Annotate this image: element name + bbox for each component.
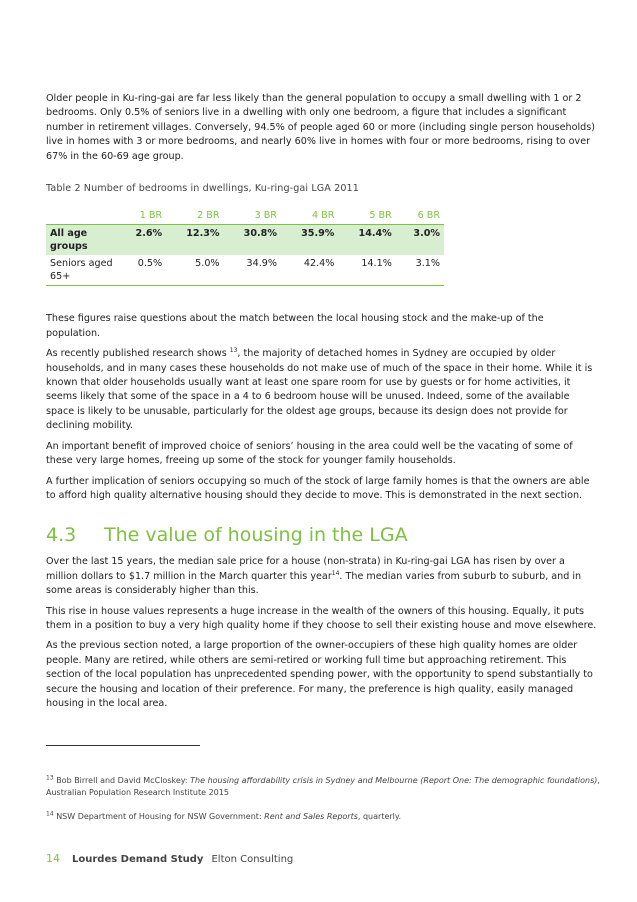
footnotes [46, 775, 606, 835]
section-title: The value of housing in the LGA [104, 524, 408, 547]
study-name: Lourdes Demand Study [72, 854, 204, 865]
table-header-cell: 2 BR [166, 208, 223, 225]
paragraph: As the previous section noted, a large proportion of the owner-occupiers of these high quality homes are older people. Many are retired, while others are semi-retired or working full time but approaching retirement. This section of the local population has unprecedented spending power, with the opportunity to spend substantially to secure the housing and location of their preference. For many, the preference is high quality, easily managed housing in the local area. [46, 640, 593, 709]
footnote-title: The housing affordability crisis in Sydney and Melbourne (Report One: The demographic foundations) [190, 776, 598, 785]
table-cell: 3.0% [396, 225, 444, 256]
row-label: All age groups [46, 225, 118, 256]
paragraph [46, 555, 598, 598]
table-header-cell: 5 BR [338, 208, 395, 225]
footnote-text: NSW Department of Housing for NSW Government: [56, 812, 265, 821]
section-number: 4.3 [46, 524, 77, 547]
table-cell: 14.1% [338, 255, 395, 286]
table-cell: 42.4% [281, 255, 338, 286]
paragraph-text: Over the last 15 years, the median sale price for a house (non-strata) in Ku-ring-gai LGA has risen by over a million dollars to $1.7 million in the March quarter this year [46, 556, 565, 582]
table-header-cell: 3 BR [224, 208, 281, 225]
paragraph-text: . The median varies from suburb to suburb, and in some areas is considerably higher than this. [46, 570, 582, 597]
footnote-divider [46, 745, 200, 746]
table-header-row [46, 208, 444, 225]
paragraph-text: As recently published research shows [46, 348, 230, 360]
bedrooms-table [46, 208, 444, 286]
footnote [46, 811, 606, 823]
intro-paragraph: Older people in Ku-ring-gai are far less likely than the general population to occupy a small dwelling with 1 or 2 bedrooms. Only 0.5% of seniors live in a dwelling with only one bedroom, a figure that includes a significant number in retirement villages. Conversely, 94.5% of people aged 60 or more (including single person households) live in homes with 3 or more bedrooms, and nearly 60% live in homes with four or more bedrooms, rising to over 67% in the 60-69 age group. [46, 93, 595, 162]
footnote-title: Rent and Sales Reports [264, 812, 358, 821]
footnote-text: , quarterly. [357, 812, 402, 821]
table-cell: 5.0% [166, 255, 223, 286]
row-label: Seniors aged 65+ [46, 255, 118, 286]
footnote-text: , Australian Population Research Institute 2015 [46, 776, 600, 797]
footnote-number: 14 [46, 810, 54, 818]
page-content [46, 92, 598, 717]
page-number: 14 [46, 852, 60, 865]
footnote-number: 13 [46, 774, 54, 782]
paragraph [46, 347, 598, 433]
paragraph: An important benefit of improved choice of seniors’ housing in the area could well be the vacating of some of these very large homes, freeing up some of the stock for younger family households. [46, 440, 573, 467]
table-cell: 14.4% [338, 225, 395, 256]
table-row [46, 255, 444, 286]
table-row [46, 225, 444, 256]
table-header-cell: 1 BR [118, 208, 166, 225]
table-cell: 2.6% [118, 225, 166, 256]
footnote [46, 775, 606, 799]
paragraph-text: , the majority of detached homes in Sydney are occupied by older households, and in many cases these households do not make use of much of the space in their home. While it is known that older households usually want at least one spare room for use by guests or for home activities, it seems likely that some of the space in a 4 to 6 bedroom house will be unused. Indeed, some of the available space is likely to be unusable, particularly for the oldest age groups, because its design does not provide for declining mobility. [46, 348, 593, 432]
table-cell: 0.5% [118, 255, 166, 286]
table-cell: 12.3% [166, 225, 223, 256]
table-header-cell [46, 208, 118, 225]
paragraph: A further implication of seniors occupying so much of the stock of large family homes is that the owners are able to afford high quality alternative housing should they decide to move. This is demonstrated in the next section. [46, 475, 590, 501]
table-cell: 30.8% [224, 225, 281, 256]
paragraph: These figures raise questions about the match between the local housing stock and the make-up of the population. [46, 313, 544, 339]
paragraph: This rise in house values represents a huge increase in the wealth of the owners of this housing. Equally, it puts them in a position to buy a very high quality home if they choose to sell their existing house and move elsewhere. [46, 605, 597, 631]
table-cell: 3.1% [396, 255, 444, 286]
footnote-ref[interactable]: 14 [331, 569, 340, 577]
footnote-text: Bob Birrell and David McCloskey: [56, 776, 191, 785]
table-header-cell: 4 BR [281, 208, 338, 225]
table-cell: 35.9% [281, 225, 338, 256]
table-cell: 34.9% [224, 255, 281, 286]
company-name: Elton Consulting [211, 854, 294, 865]
section-heading [46, 523, 598, 547]
table-caption: Table 2 Number of bedrooms in dwellings, Ku-ring-gai LGA 2011 [46, 183, 359, 195]
page-footer [46, 852, 293, 867]
table-header-cell: 6 BR [396, 208, 444, 225]
footnote-ref[interactable]: 13 [229, 347, 238, 355]
